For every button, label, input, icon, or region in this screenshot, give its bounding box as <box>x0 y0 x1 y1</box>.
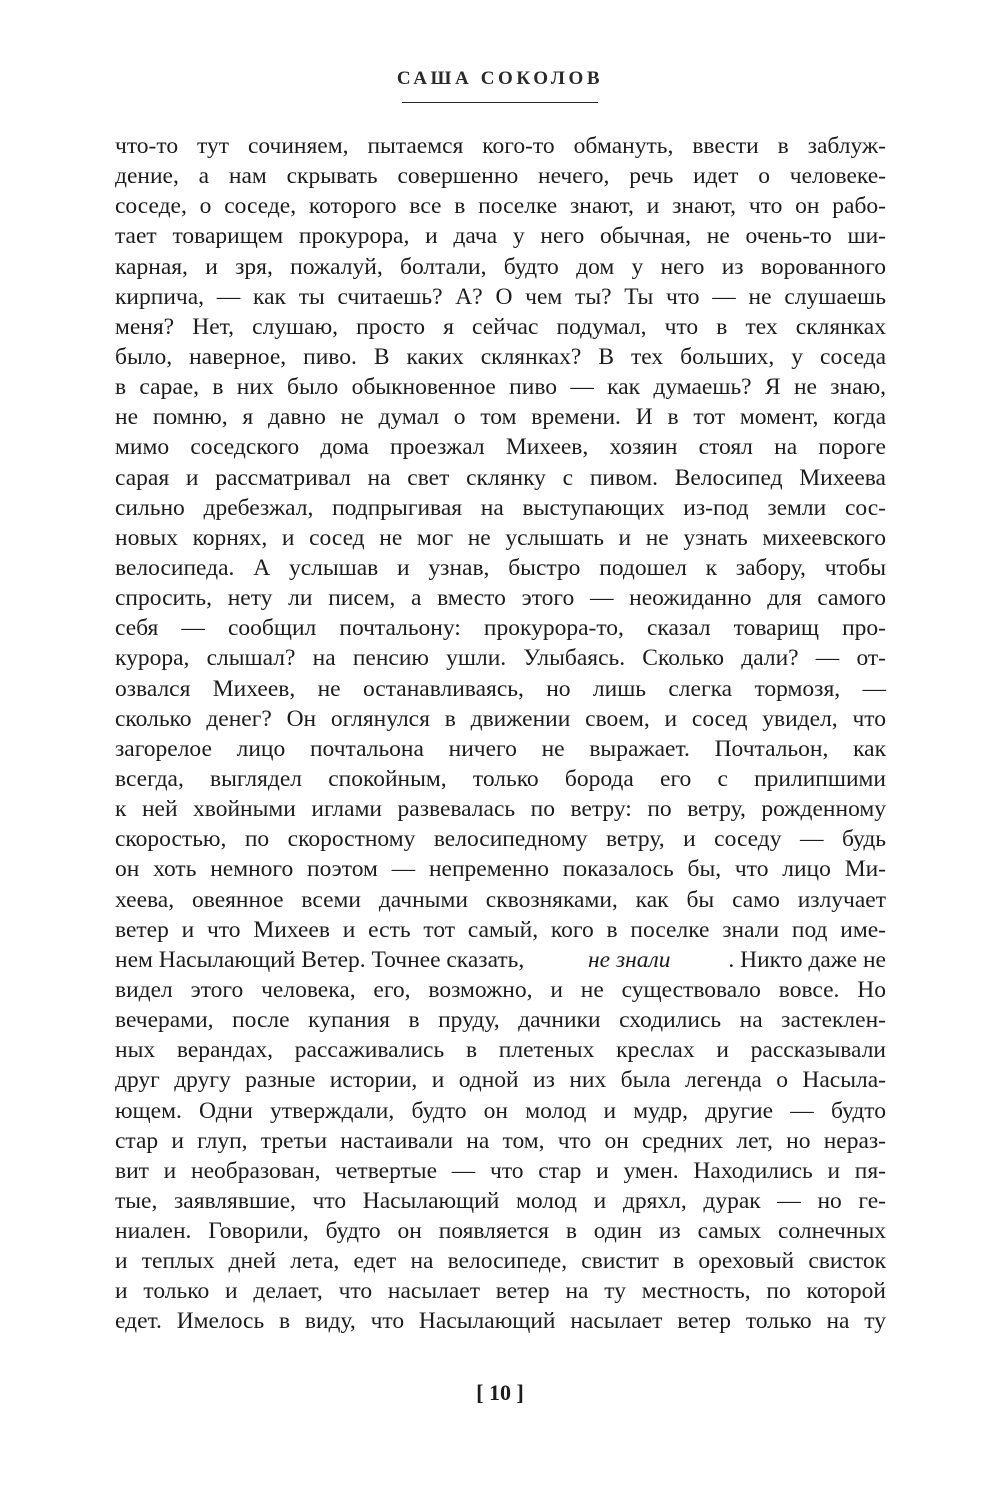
text-line: ветер и что Михеев и есть тот самый, кого в поселке знали под име- <box>115 916 886 943</box>
text-line: хеева, овеянное всеми дачными сквозняками, как бы само излучает <box>115 886 886 913</box>
text-line: загорелое лицо почтальона ничего не выражает. Почтальон, как <box>115 735 886 762</box>
folio-open-bracket: [ <box>476 1380 484 1405</box>
text-line: не помню, я давно не думал о том времени. И в тот момент, когда <box>115 404 886 431</box>
text-line: едет. Имелось в виду, что Насылающий насылает ветер только на ту <box>115 1308 886 1335</box>
text-line: кирпича, — как ты считаешь? А? О чем ты? Ты что — не слушаешь <box>115 283 886 310</box>
text-line: спросить, нету ли писем, а вместо этого — неожиданно для самого <box>115 585 886 612</box>
text-line: ных верандах, рассаживались в плетеных креслах и рассказывали <box>115 1037 886 1064</box>
text-line: друг другу разные истории, и одной из них была легенда о Насыла- <box>115 1067 886 1094</box>
text-line: себя — сообщил почтальону: прокурора-то, сказал товарищ про- <box>115 615 886 642</box>
body-text <box>115 131 886 1337</box>
text-line: к ней хвойными иглами развевалась по ветру: по ветру, рожденному <box>115 796 886 823</box>
text-line: и только и делает, что насылает ветер на ту местность, по которой <box>115 1278 886 1305</box>
text-segment: нем Насылающий Ветер. Точнее сказать, <box>115 946 531 973</box>
text-line: было, наверное, пиво. В каких склянках? В тех больших, у соседа <box>115 343 886 370</box>
folio-close-bracket: ] <box>516 1380 524 1405</box>
text-line: что-то тут сочиняем, пытаемся кого-то обмануть, ввести в заблуж- <box>115 133 886 159</box>
text-line: велосипеда. А услышав и узнав, быстро подошел к забору, чтобы <box>115 554 886 581</box>
page-number-value: 10 <box>489 1380 511 1405</box>
text-line: сильно дребезжал, подпрыгивая на выступающих из-под земли сос- <box>115 494 886 521</box>
text-line: дение, а нам скрывать совершенно нечего, речь идет о человеке- <box>115 163 886 190</box>
text-line: в сарае, в них было обыкновенное пиво — как думаешь? Я не знаю, <box>115 374 886 401</box>
text-line: тает товарищем прокурора, и дача у него обычная, не очень-то ши- <box>115 223 886 250</box>
text-line: карная, и зря, пожалуй, болтали, будто дом у него из ворованного <box>115 253 886 280</box>
text-line: вит и необразован, четвертые — что стар и умен. Находились и пя- <box>115 1157 886 1184</box>
text-line: вечерами, после купания в пруду, дачники сходились на застеклен- <box>115 1007 886 1034</box>
text-segment: . Никто даже не <box>728 946 886 973</box>
text-line: меня? Нет, слушаю, просто я сейчас подумал, что в тех склянках <box>115 313 886 340</box>
text-line: ниален. Говорили, будто он появляется в один из самых солнечных <box>115 1218 886 1245</box>
text-line: мимо соседского дома проезжал Михеев, хозяин стоял на пороге <box>115 434 886 461</box>
text-line: сколько денег? Он оглянулся в движении своем, и сосед увидел, что <box>115 705 886 732</box>
italic-emphasis: не знали <box>587 946 671 973</box>
text-line: видел этого человека, его, возможно, и не существовало вовсе. Но <box>115 976 886 1003</box>
text-line: он хоть немного поэтом — непременно показалось бы, что лицо Ми- <box>115 856 886 883</box>
text-line: и теплых дней лета, едет на велосипеде, свистит в ореховый свисток <box>115 1248 886 1275</box>
text-line: озвался Михеев, не останавливаясь, но лишь слегка тормозя, — <box>115 675 886 702</box>
text-line: соседе, о соседе, которого все в поселке знают, и знают, что он рабо- <box>115 193 886 220</box>
text-line: ющем. Одни утверждали, будто он молод и мудр, другие — будто <box>115 1097 886 1124</box>
text-line: скоростью, по скоростному велосипедному ветру, и соседу — будь <box>115 826 886 853</box>
text-line: стар и глуп, третьи настаивали на том, что он средних лет, но нераз- <box>115 1127 886 1154</box>
text-line: курора, слышал? на пенсию ушли. Улыбаясь. Сколько дали? — от- <box>115 645 886 672</box>
header-rule <box>402 102 598 103</box>
text-line: новых корнях, и сосед не мог не услышать и не узнать михеевского <box>115 524 886 551</box>
text-line: тые, заявлявшие, что Насылающий молод и дряхл, дурак — но ге- <box>115 1187 886 1214</box>
running-head-author: САША СОКОЛОВ <box>396 68 604 89</box>
text-line: сарая и рассматривал на свет склянку с пивом. Велосипед Михеева <box>115 464 886 491</box>
page-number <box>0 1380 1000 1406</box>
text-line-with-italic <box>115 945 886 975</box>
text-line: всегда, выглядел спокойным, только борода его с прилипшими <box>115 765 886 792</box>
